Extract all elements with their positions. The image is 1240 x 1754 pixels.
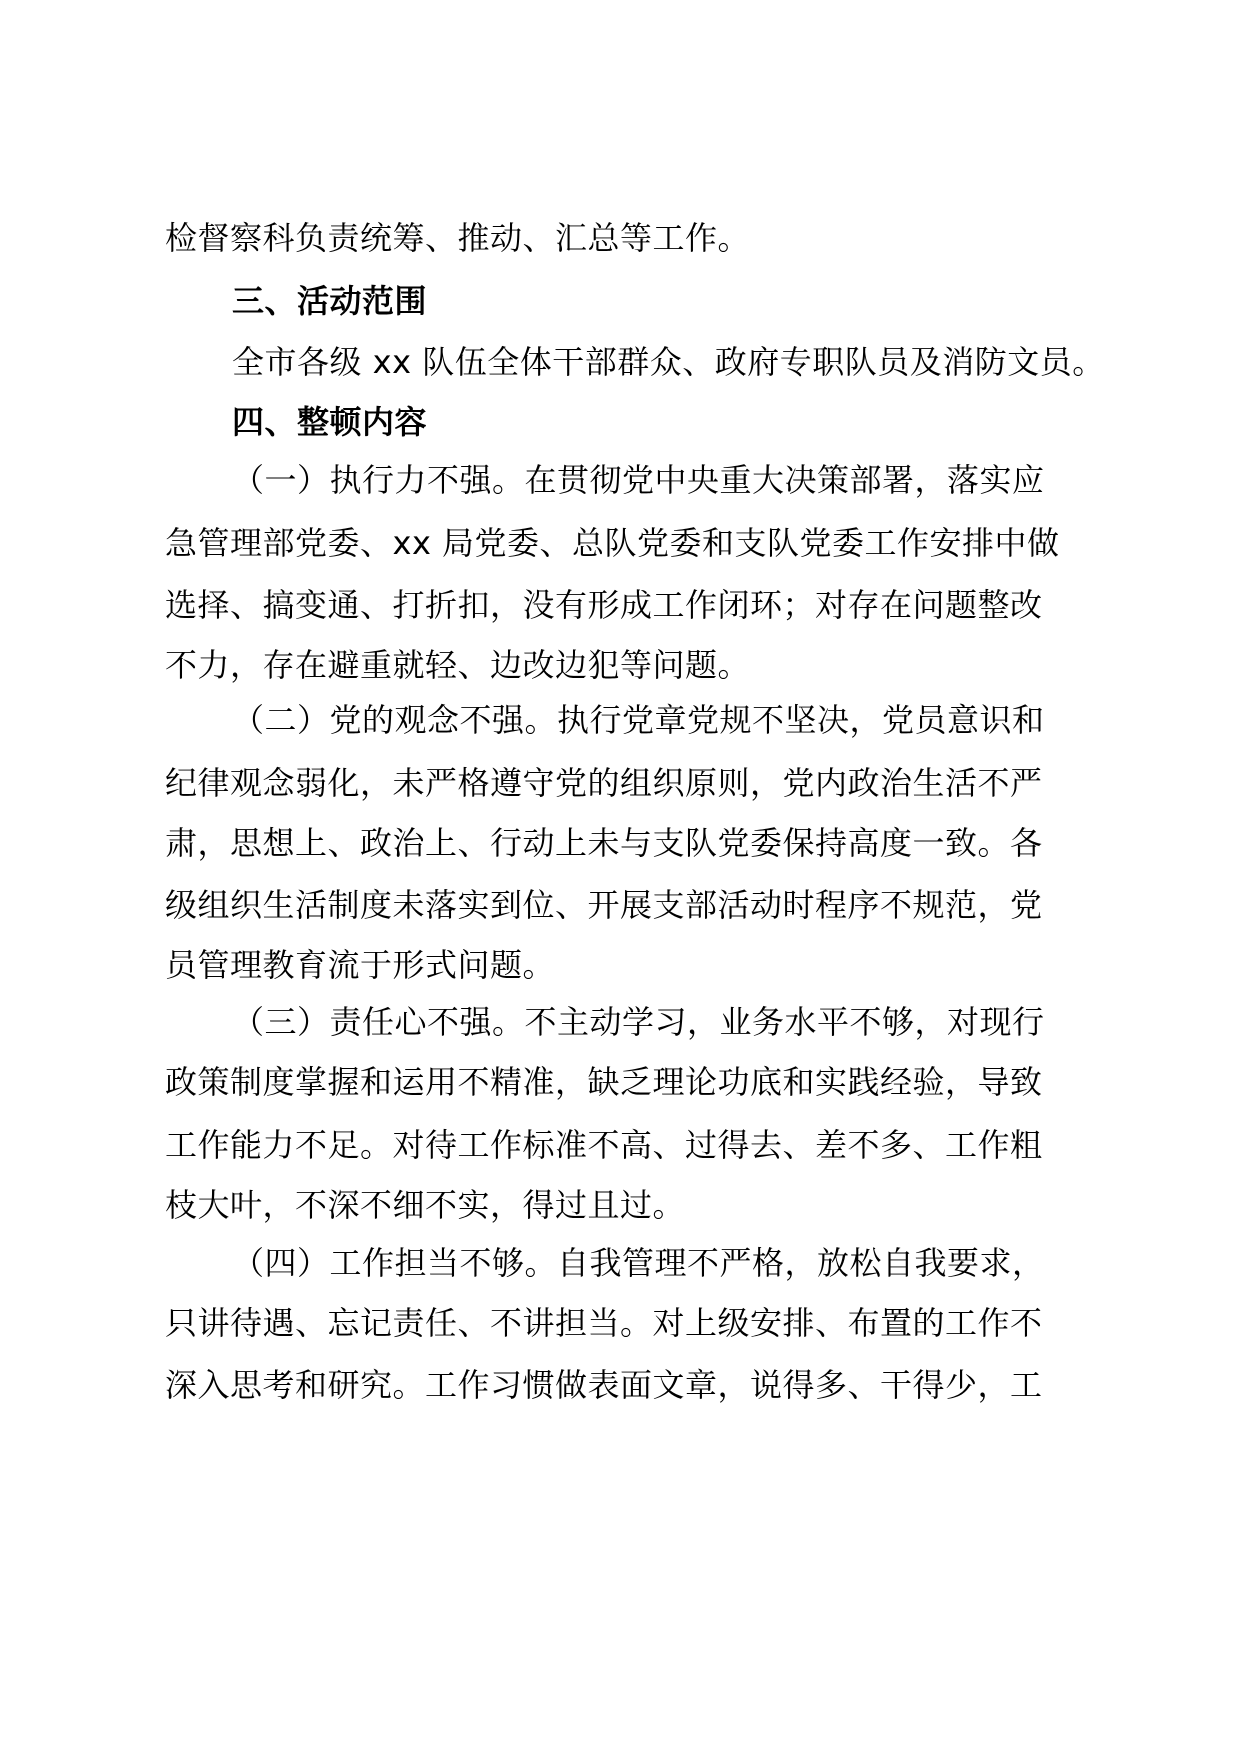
paragraph-line: 深入思考和研究。工作习惯做表面文章，说得多、干得少，工 xyxy=(165,1366,1043,1404)
paragraph-line: 政策制度掌握和运用不精准，缺乏理论功底和实践经验，导致 xyxy=(165,1063,1043,1101)
paragraph-line: 只讲待遇、忘记责任、不讲担当。对上级安排、布置的工作不 xyxy=(165,1304,1043,1342)
paragraph-line: 选择、搞变通、打折扣，没有形成工作闭环；对存在问题整改 xyxy=(165,586,1043,624)
paragraph-line: （二）党的观念不强。执行党章党规不坚决，党员意识和 xyxy=(232,701,1045,739)
paragraph-line: （三）责任心不强。不主动学习，业务水平不够，对现行 xyxy=(232,1003,1045,1041)
section-heading-content: 四、整顿内容 xyxy=(232,403,428,441)
section-heading-scope: 三、活动范围 xyxy=(232,282,428,320)
paragraph-line: 急管理部党委、xx 局党委、总队党委和支队党委工作安排中做 xyxy=(165,524,1060,562)
paragraph-line: （四）工作担当不够。自我管理不严格，放松自我要求， xyxy=(232,1244,1045,1282)
paragraph-line: 级组织生活制度未落实到位、开展支部活动时程序不规范，党 xyxy=(165,886,1043,924)
paragraph-line: 不力，存在避重就轻、边改边犯等问题。 xyxy=(165,646,751,684)
paragraph-line: 纪律观念弱化，未严格遵守党的组织原则，党内政治生活不严 xyxy=(165,764,1043,802)
paragraph-line: 员管理教育流于形式问题。 xyxy=(165,946,556,984)
paragraph-line: 检督察科负责统筹、推动、汇总等工作。 xyxy=(165,219,751,257)
paragraph-line: 工作能力不足。对待工作标准不高、过得去、差不多、工作粗 xyxy=(165,1126,1043,1164)
paragraph-line: 肃，思想上、政治上、行动上未与支队党委保持高度一致。各 xyxy=(165,824,1043,862)
paragraph-line: （一）执行力不强。在贯彻党中央重大决策部署，落实应 xyxy=(232,461,1045,499)
paragraph-line: 全市各级 xx 队伍全体干部群众、政府专职队员及消防文员。 xyxy=(232,343,1105,381)
paragraph-line: 枝大叶，不深不细不实，得过且过。 xyxy=(165,1186,686,1224)
